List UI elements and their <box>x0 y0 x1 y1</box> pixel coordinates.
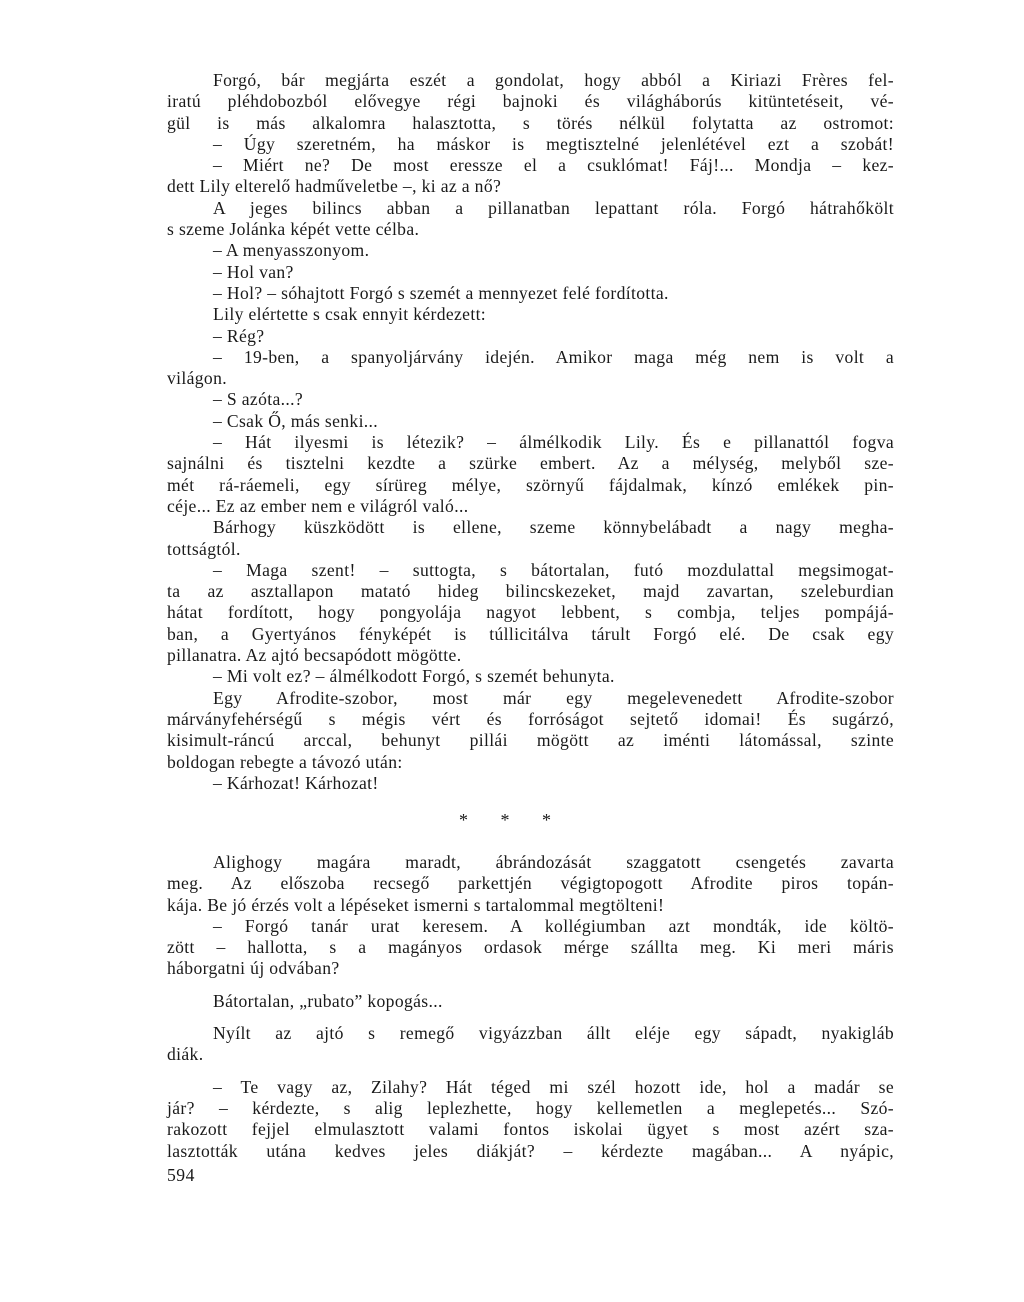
text-line: gül is más alkalomra halasztotta, s törés nélkül folytatta az ostromot: <box>167 112 894 133</box>
text-line: – Csak Ő, más senki... <box>213 410 379 431</box>
text-line: háborgatni új odvában? <box>167 958 340 979</box>
text-line: – Maga szent! – suttogta, s bátortalan, futó mozdulattal megsimogat- <box>213 559 894 580</box>
text-line: Bárhogy küszködött is ellene, szeme könnybelábadt a nagy megha- <box>213 517 894 538</box>
text-line: kisimult-ráncú arccal, behunyt pillái mögött az iménti látomással, szinte <box>167 730 894 751</box>
page-number: 594 <box>167 1165 195 1185</box>
text-line: céje... Ez az ember nem e világról való... <box>167 495 469 516</box>
text-section-1 <box>167 70 894 794</box>
text-line: ta az asztallapon matató hideg bilincskezeket, majd zavartan, szeleburdian <box>167 581 894 602</box>
text-line: Lily elértette s csak ennyit kérdezett: <box>213 304 487 325</box>
text-line: – Úgy szeretném, ha máskor is megtisztelné jelenlétével ezt a szobát! <box>213 133 894 154</box>
section-separator: * * * <box>459 810 565 830</box>
text-line: dett Lily elterelő hadműveletbe –, ki az a nő? <box>167 176 502 197</box>
text-line: – A menyasszonyom. <box>213 240 370 261</box>
text-line: Bátortalan, „rubato” kopogás... <box>213 990 443 1011</box>
text-line: – 19-ben, a spanyoljárvány idején. Amikor maga még nem is volt a <box>213 346 894 367</box>
text-line: s szeme Jolánka képét vette célba. <box>167 219 420 240</box>
text-line: A jeges bilincs abban a pillanatban lepattant róla. Forgó hátrahőkölt <box>213 197 894 218</box>
text-line: diák. <box>167 1044 204 1065</box>
text-line: Nyílt az ajtó s remegő vigyázzban állt eléje egy sápadt, nyakigláb <box>213 1023 894 1044</box>
text-line: márványfehérségű s mégis vért és forróságot sejtető idomai! És sugárzó, <box>167 708 894 729</box>
text-line: pillanatra. Az ajtó becsapódott mögötte. <box>167 645 462 666</box>
text-line: – Hol van? <box>213 261 294 282</box>
text-line: rakozott fejjel elmulasztott valami fontos iskolai ügyet s most azért sza- <box>167 1119 894 1140</box>
text-line: – Forgó tanár urat keresem. A kollégiumban azt mondták, ide költö- <box>213 915 894 936</box>
text-line: Forgó, bár megjárta eszét a gondolat, hogy abból a Kiriazi Frères fel- <box>213 70 894 90</box>
text-line: világon. <box>167 368 227 389</box>
text-line: zött – hallotta, s a magányos ordasok mérge szállta meg. Ki meri máris <box>167 937 894 958</box>
text-line: Alighogy magára maradt, ábrándozását szaggatott csengetés zavarta <box>213 852 894 872</box>
text-line: – Te vagy az, Zilahy? Hát téged mi szél hozott ide, hol a madár se <box>213 1076 894 1097</box>
text-line: kája. Be jó érzés volt a lépéseket ismerni s tartalommal megtölteni! <box>167 894 665 915</box>
text-line: – S azóta...? <box>213 389 304 410</box>
text-line: sajnálni és tisztelni kezdte a szürke embert. Az a mélység, melyből sze- <box>167 453 894 474</box>
text-line: boldogan rebegte a távozó után: <box>167 751 403 772</box>
text-line: – Miért ne? De most eressze el a csuklómat! Fáj!... Mondja – kez- <box>213 155 894 176</box>
paragraph-gap <box>167 980 894 991</box>
text-line: Egy Afrodite-szobor, most már egy megelevenedett Afrodite-szobor <box>213 687 894 708</box>
text-line: meg. Az előszoba recsegő parkettjén végigtopogott Afrodite piros topán- <box>167 873 894 894</box>
text-line: – Rég? <box>213 325 265 346</box>
text-line: ban, a Gyertyános fényképét is túllicitálva tárult Forgó elé. De csak egy <box>167 623 894 644</box>
paragraph-gap <box>167 1012 894 1023</box>
text-section-2 <box>167 852 894 1162</box>
text-line: iratú pléhdobozból elővegye régi bajnoki és világháborús kitüntetéseit, vé- <box>167 91 894 112</box>
text-line: jár? – kérdezte, s alig leplezhette, hogy kellemetlen a meglepetés... Szó- <box>167 1097 894 1118</box>
text-line: – Kárhozat! Kárhozat! <box>213 772 379 793</box>
text-line: mét rá-ráemeli, egy sírüreg mélye, szörnyű fájdalmak, kínzó emlékek pin- <box>167 474 894 495</box>
text-line: lasztották utána kedves jeles diákját? – kérdezte magában... A nyápic, <box>167 1140 894 1161</box>
text-line: – Hát ilyesmi is létezik? – álmélkodik Lily. És e pillanattól fogva <box>213 432 894 453</box>
paragraph-gap <box>167 1066 894 1077</box>
text-line: hátat fordított, hogy pongyolája nagyot lebbent, s combja, teljes pompájá- <box>167 602 894 623</box>
text-line: – Hol? – sóhajtott Forgó s szemét a mennyezet felé fordította. <box>213 282 669 303</box>
text-line: – Mi volt ez? – álmélkodott Forgó, s szemét behunyta. <box>213 666 615 687</box>
text-line: tottságtól. <box>167 538 241 559</box>
